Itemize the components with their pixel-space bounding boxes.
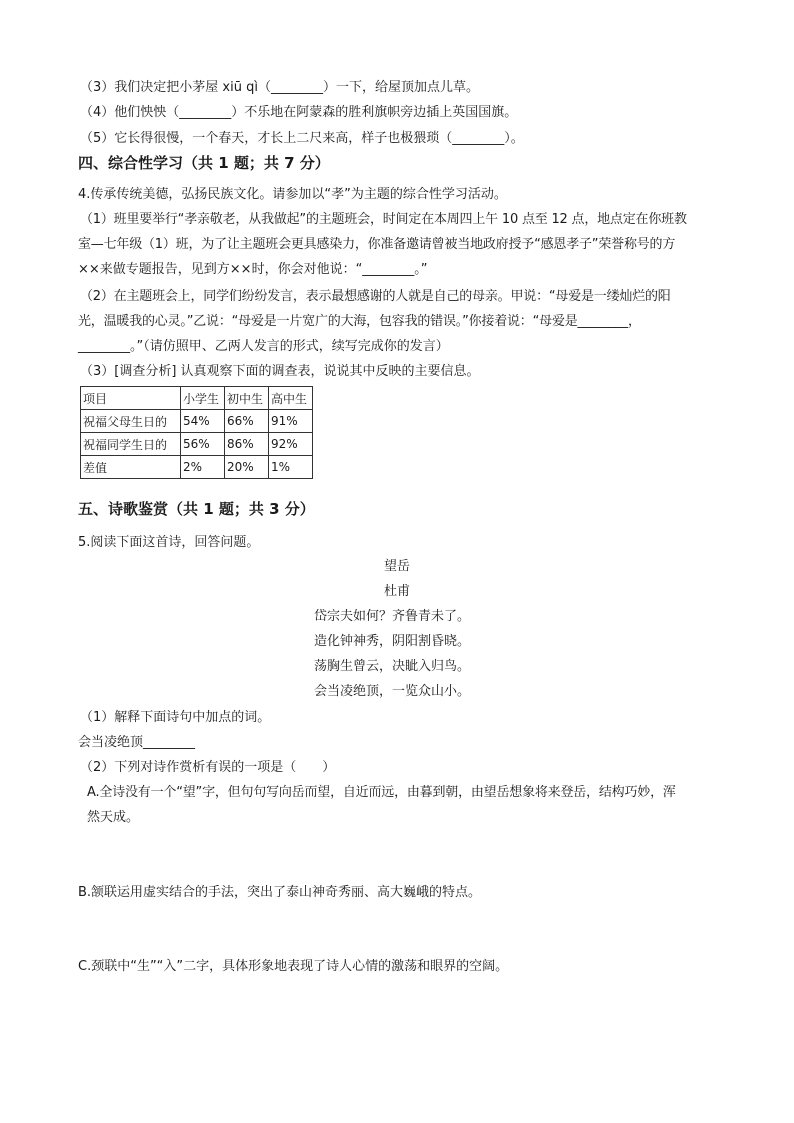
poem-line: 会当凌绝顶，一览众山小。	[314, 684, 471, 699]
question-3-3: （3）我们决定把小茅屋 xiū qì（________）一下，给屋顶加点儿草。	[80, 80, 479, 95]
table-row	[81, 456, 313, 479]
question-4-intro: 4.传承传统美德，弘扬民族文化。请参加以“孝”为主题的综合性学习活动。	[78, 187, 507, 202]
option-b: B.颔联运用虚实结合的手法，突出了泰山神奇秀丽、高大巍峨的特点。	[78, 885, 482, 900]
table-cell: 1%	[269, 456, 313, 479]
table-cell: 86%	[225, 433, 269, 456]
survey-table	[80, 386, 313, 479]
poem-line: 造化钟神秀，阴阳割昏晓。	[314, 634, 471, 649]
table-header-row	[81, 387, 313, 410]
poem-author: 杜甫	[383, 584, 410, 599]
section-5-heading: 五、诗歌鉴赏（共 1 题；共 3 分）	[78, 500, 315, 518]
table-cell: 2%	[181, 456, 225, 479]
table-cell: 祝福同学生日的	[81, 433, 181, 456]
question-3-5: （5）它长得很慢，一个春天，才长上二尺来高，样子也极猥琐（________）。	[80, 131, 524, 146]
table-cell: 差值	[81, 456, 181, 479]
table-cell: 56%	[181, 433, 225, 456]
question-4-2-line2: 光，温暖我的心灵。”乙说：“母爱是一片宽广的大海，包容我的错误。”你接着说：“母爱是________，	[78, 314, 641, 329]
table-header-cell: 初中生	[225, 387, 269, 410]
poem-title: 望岳	[383, 559, 410, 574]
table-row	[81, 410, 313, 433]
question-4-3: （3）[调查分析] 认真观察下面的调查表，说说其中反映的主要信息。	[80, 364, 480, 379]
question-5-1: （1）解释下面诗句中加点的词。	[80, 710, 271, 725]
question-3-4: （4）他们怏怏（________）不乐地在阿蒙森的胜利旗帜旁边插上英国国旗。	[80, 105, 518, 120]
question-4-1-line3: ××来做专题报告，见到方××时，你会对他说：“________。”	[78, 262, 428, 277]
table-header-cell: 高中生	[269, 387, 313, 410]
poem-line: 岱宗夫如何？齐鲁青未了。	[314, 609, 471, 624]
table-header-cell: 小学生	[181, 387, 225, 410]
question-5-1-item: 会当凌绝顶________	[78, 735, 196, 750]
table-row	[81, 433, 313, 456]
option-c: C.颈联中“生”“入”二字，具体形象地表现了诗人心情的激荡和眼界的空阔。	[78, 959, 509, 974]
question-4-2-line3: ________。”（请仿照甲、乙两人发言的形式，续写完成你的发言）	[78, 339, 449, 354]
table-cell: 祝福父母生日的	[81, 410, 181, 433]
option-a-line1: A.全诗没有一个“望”字，但句句写向岳而望，自近而远，由暮到朝，由望岳想象将来登岳，结构巧妙，浑	[87, 785, 676, 800]
table-header-cell: 项目	[81, 387, 181, 410]
question-5-2: （2）下列对诗作赏析有误的一项是（ ）	[80, 760, 336, 775]
table-cell: 54%	[181, 410, 225, 433]
question-4-1-line2: 室—七年级（1）班，为了让主题班会更具感染力，你准备邀请曾被当地政府授予“感恩孝子”荣誉称号的方	[78, 237, 676, 252]
poem-line: 荡胸生曾云，决眦入归鸟。	[314, 659, 471, 674]
question-4-2-line1: （2）在主题班会上，同学们纷纷发言，表示最想感谢的人就是自己的母亲。甲说：“母爱是一缕灿烂的阳	[80, 289, 671, 304]
table-cell: 92%	[269, 433, 313, 456]
table-cell: 91%	[269, 410, 313, 433]
question-5-intro: 5.阅读下面这首诗，回答问题。	[78, 535, 260, 550]
section-4-heading: 四、综合性学习（共 1 题；共 7 分）	[78, 154, 330, 172]
option-a-line2: 然天成。	[87, 810, 140, 825]
question-4-1-line1: （1）班里要举行“孝亲敬老，从我做起”的主题班会，时间定在本周四上午 10 点至 12 点，地点定在你班教	[80, 212, 687, 227]
table-cell: 66%	[225, 410, 269, 433]
table-cell: 20%	[225, 456, 269, 479]
